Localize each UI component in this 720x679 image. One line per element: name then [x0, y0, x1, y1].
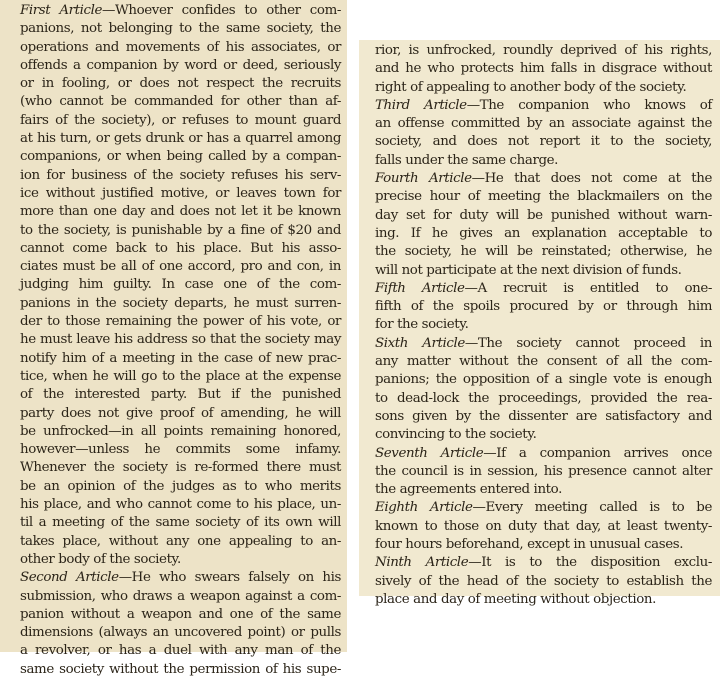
- right-line: [375, 225, 712, 243]
- right-line: [375, 499, 712, 517]
- right-line: [375, 426, 712, 444]
- right-line: [375, 481, 712, 499]
- line-text: (who cannot be commanded for other than af-: [20, 94, 341, 110]
- line-text: —The society cannot proceed in: [464, 335, 712, 351]
- line-text: panion without a weapon and one of the same: [20, 606, 341, 622]
- line-text: of the interested party. But if the punished: [20, 387, 341, 403]
- left-line: [20, 185, 341, 203]
- left-line: [20, 606, 341, 624]
- left-line: [20, 514, 341, 532]
- left-line: [20, 93, 341, 111]
- line-text: the society, he will be reinstated; otherwise, he: [375, 244, 712, 260]
- line-text: an offense committed by an associate against the: [375, 116, 712, 132]
- left-line: [20, 441, 341, 459]
- right-line: [375, 79, 712, 97]
- line-text: panions, not belonging to the same society, the: [20, 21, 341, 37]
- line-text: —A recruit is entitled to one-: [464, 280, 712, 296]
- line-text: be an opinion of the judges as to who merits: [20, 478, 341, 494]
- line-text: his place, and who cannot come to his place, un-: [20, 497, 341, 513]
- line-text: other body of the society.: [20, 551, 181, 567]
- line-text: the agreements entered into.: [375, 482, 562, 498]
- line-text: companions, or when being called by a compan-: [20, 149, 341, 165]
- left-line: [20, 130, 341, 148]
- line-text: notify him of a meeting in the case of new prac-: [20, 350, 341, 366]
- right-line: [375, 536, 712, 554]
- line-text: tice, when he will go to the place at the expense: [20, 368, 341, 384]
- article-heading: Second Article: [20, 570, 119, 586]
- line-text: falls under the same charge.: [375, 152, 559, 168]
- left-line: [20, 478, 341, 496]
- left-line: [20, 569, 341, 587]
- line-text: right of appealing to another body of the society.: [375, 79, 687, 95]
- left-line: [20, 258, 341, 276]
- line-text: more than one day and does not let it be known: [20, 204, 341, 220]
- article-heading: Seventh Article: [375, 445, 484, 461]
- line-text: the council is in session, his presence cannot alter: [375, 463, 712, 479]
- right-line: [375, 408, 712, 426]
- left-line: [20, 222, 341, 240]
- right-line: [375, 133, 712, 151]
- line-text: —It is to the disposition exclu-: [468, 555, 712, 571]
- left-line: [20, 496, 341, 514]
- line-text: takes place, without any one appealing to an-: [20, 533, 341, 549]
- line-text: Whenever the society is re-formed there must: [20, 460, 341, 476]
- article-heading: First Article: [20, 3, 103, 18]
- line-text: fifth of the spoils procured by or through him: [375, 299, 712, 315]
- left-line: [20, 386, 341, 404]
- line-text: be unfrocked—in all points remaining honored,: [20, 423, 341, 439]
- line-text: known to those on duty that day, at least twenty-: [375, 518, 712, 534]
- line-text: fairs of the society), or refuses to mount guard: [20, 112, 341, 128]
- line-text: rior, is unfrocked, roundly deprived of his rights,: [375, 43, 712, 58]
- right-line: [375, 591, 712, 609]
- line-text: sons given by the dissenter are satisfactory and: [375, 408, 712, 424]
- line-text: at his turn, or gets drunk or has a quarrel among: [20, 131, 341, 147]
- left-line: [20, 203, 341, 221]
- right-line: [375, 207, 712, 225]
- line-text: convincing to the society.: [375, 427, 537, 443]
- right-line: [375, 463, 712, 481]
- line-text: til a meeting of the same society of its own will: [20, 515, 341, 531]
- article-heading: Fifth Article: [375, 280, 465, 296]
- right-line: [375, 518, 712, 536]
- left-line: [20, 148, 341, 166]
- right-line: [375, 170, 712, 188]
- left-line: [20, 661, 341, 679]
- right-line: [375, 243, 712, 261]
- left-line: [20, 459, 341, 477]
- right-line: [375, 445, 712, 463]
- article-heading: Ninth Article: [375, 555, 469, 571]
- article-heading: Eighth Article: [375, 500, 473, 516]
- line-text: panions; the opposition of a single vote is enough: [375, 372, 712, 388]
- line-text: and he who protects him falls in disgrace without: [375, 61, 712, 77]
- right-line: [375, 152, 712, 170]
- line-text: however—unless he commits some infamy.: [20, 442, 341, 458]
- line-text: ice without justified motive, or leaves town for: [20, 185, 341, 201]
- left-line: [20, 167, 341, 185]
- left-line: [20, 295, 341, 313]
- line-text: to dead-lock the proceedings, provided the rea-: [375, 390, 712, 406]
- right-line: [375, 371, 712, 389]
- right-line: [375, 335, 712, 353]
- right-line: [375, 188, 712, 206]
- line-text: sively of the head of the society to establish the: [375, 573, 712, 589]
- line-text: offends a companion by word or deed, seriously: [20, 57, 341, 73]
- left-line: [20, 368, 341, 386]
- line-text: for the society.: [375, 317, 469, 333]
- line-text: four hours beforehand, except in unusual cases.: [375, 537, 684, 553]
- line-text: ciates must be all of one accord, pro and con, in: [20, 259, 341, 275]
- left-line: [20, 20, 341, 38]
- article-heading: Third Article: [375, 97, 467, 113]
- line-text: submission, who draws a weapon against a com-: [20, 588, 341, 604]
- line-text: he must leave his address so that the society may: [20, 332, 341, 348]
- line-text: dimensions (always an uncovered point) or pulls: [20, 625, 341, 641]
- right-line: [375, 316, 712, 334]
- right-line: [375, 298, 712, 316]
- line-text: —Whoever confides to other com-: [102, 3, 341, 18]
- line-text: der to those remaining the power of his vote, or: [20, 314, 341, 330]
- line-text: or in fooling, or does not respect the recruits: [20, 76, 341, 92]
- line-text: will not participate at the next division of funds.: [375, 262, 682, 278]
- left-line: [20, 313, 341, 331]
- right-line: [375, 554, 712, 572]
- right-line: [375, 97, 712, 115]
- right-line: [375, 262, 712, 280]
- left-line: [20, 423, 341, 441]
- line-text: operations and movements of his associates, or: [20, 39, 341, 55]
- line-text: day set for duty will be punished without warn-: [375, 207, 712, 223]
- article-heading: Fourth Article: [375, 171, 472, 187]
- right-text-column: [359, 40, 720, 607]
- line-text: society, and does not report it to the society,: [375, 134, 712, 150]
- line-text: ion for business of the society refuses his serv-: [20, 167, 341, 183]
- right-line: [375, 573, 712, 591]
- left-line: [20, 240, 341, 258]
- line-text: any matter without the consent of all the com-: [375, 354, 712, 370]
- left-line: [20, 75, 341, 93]
- line-text: place and day of meeting without objection.: [375, 591, 656, 607]
- left-line: [20, 533, 341, 551]
- right-line: [375, 42, 712, 60]
- line-text: judging him guilty. In case one of the com-: [20, 277, 341, 293]
- left-line: [20, 331, 341, 349]
- right-line: [375, 60, 712, 78]
- left-line: [20, 112, 341, 130]
- right-line: [375, 280, 712, 298]
- line-text: a revolver, or has a duel with any man of the: [20, 643, 341, 659]
- left-line: [20, 39, 341, 57]
- left-line: [20, 551, 341, 569]
- line-text: to the society, is punishable by a fine of $20 and: [20, 222, 341, 238]
- left-line: [20, 405, 341, 423]
- line-text: panions in the society departs, he must surren-: [20, 295, 341, 311]
- line-text: —He who swears falsely on his: [118, 570, 341, 586]
- line-text: cannot come back to his place. But his asso-: [20, 240, 341, 256]
- left-line: [20, 642, 341, 660]
- line-text: —He that does not come at the: [471, 171, 713, 187]
- article-heading: Sixth Article: [375, 335, 465, 351]
- left-line: [20, 624, 341, 642]
- left-line: [20, 57, 341, 75]
- left-line: [20, 350, 341, 368]
- line-text: ing. If he gives an explanation acceptable to: [375, 225, 712, 241]
- left-line: [20, 276, 341, 294]
- line-text: party does not give proof of amending, he will: [20, 405, 341, 421]
- line-text: same society without the permission of his supe-: [20, 661, 341, 677]
- right-line: [375, 390, 712, 408]
- right-line: [375, 115, 712, 133]
- left-line: [20, 588, 341, 606]
- left-text-column: [0, 0, 347, 677]
- line-text: —The companion who knows of: [466, 97, 712, 113]
- left-line: [20, 2, 341, 20]
- line-text: precise hour of meeting the blackmailers on the: [375, 189, 712, 205]
- right-line: [375, 353, 712, 371]
- line-text: —If a companion arrives once: [483, 445, 712, 461]
- line-text: —Every meeting called is to be: [472, 500, 713, 516]
